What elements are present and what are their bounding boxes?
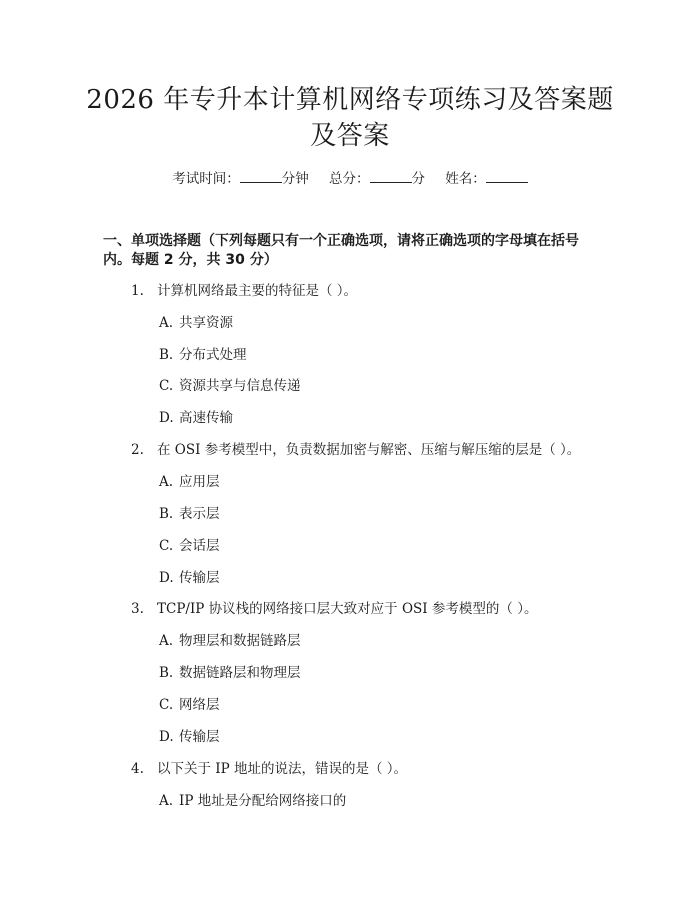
- question-3-option-a: [159, 632, 301, 650]
- question-2-option-d: [159, 569, 220, 587]
- option-letter: A.: [159, 474, 174, 490]
- option-text: 会话层: [179, 538, 220, 554]
- option-letter: C.: [159, 697, 174, 713]
- option-text: 分布式处理: [179, 347, 247, 363]
- exam-time-unit: 分钟: [281, 171, 309, 187]
- option-letter: A.: [159, 315, 174, 331]
- question-text: 计算机网络最主要的特征是（ ）。: [157, 283, 358, 299]
- option-letter: C.: [159, 538, 174, 554]
- question-4-option-a: [159, 792, 346, 810]
- question-2: [131, 441, 580, 459]
- question-text: TCP/IP 协议栈的网络接口层大致对应于 OSI 参考模型的（ ）。: [157, 601, 538, 617]
- question-3: [131, 600, 537, 618]
- question-text: 在 OSI 参考模型中，负责数据加密与解密、压缩与解压缩的层是（ ）。: [157, 442, 581, 458]
- total-score-unit: 分: [411, 171, 425, 187]
- section-heading-line-2: 内。每题 2 分，共 30 分）: [103, 252, 278, 268]
- question-3-option-c: [159, 696, 220, 714]
- total-score: [329, 170, 425, 188]
- option-letter: D.: [159, 410, 174, 426]
- option-letter: C.: [159, 378, 174, 394]
- question-1-option-d: [159, 409, 233, 427]
- question-4: [131, 760, 407, 778]
- question-2-option-b: [159, 505, 220, 523]
- page-title-line-1: 2026 年专升本计算机网络专项练习及答案题: [86, 85, 614, 115]
- option-text: 传输层: [179, 570, 220, 586]
- option-letter: B.: [159, 665, 174, 681]
- option-text: 资源共享与信息传递: [179, 378, 301, 394]
- option-letter: A.: [159, 793, 174, 809]
- option-text: 传输层: [179, 729, 220, 745]
- question-1-option-b: [159, 346, 247, 364]
- option-letter: D.: [159, 729, 174, 745]
- option-text: IP 地址是分配给网络接口的: [179, 793, 347, 809]
- exam-time: [172, 170, 309, 188]
- question-1: [131, 282, 357, 300]
- option-letter: A.: [159, 633, 174, 649]
- exam-time-label: 考试时间：: [172, 171, 240, 187]
- question-number: 1.: [131, 283, 144, 299]
- option-letter: B.: [159, 347, 174, 363]
- option-text: 高速传输: [179, 410, 233, 426]
- question-number: 3.: [131, 601, 144, 617]
- student-name-blank: [486, 170, 528, 183]
- section-heading-line-1: 一、单项选择题（下列每题只有一个正确选项，请将正确选项的字母填在括号: [103, 233, 579, 249]
- option-text: 网络层: [179, 697, 220, 713]
- question-2-option-a: [159, 473, 220, 491]
- question-number: 4.: [131, 761, 144, 777]
- question-1-option-a: [159, 314, 233, 332]
- option-letter: D.: [159, 570, 174, 586]
- question-3-option-b: [159, 664, 301, 682]
- page-title-line-2: 及答案: [310, 121, 390, 151]
- option-letter: B.: [159, 506, 174, 522]
- total-score-label: 总分：: [329, 171, 370, 187]
- option-text: 表示层: [179, 506, 220, 522]
- option-text: 共享资源: [179, 315, 233, 331]
- question-number: 2.: [131, 442, 144, 458]
- student-name: [445, 170, 528, 188]
- option-text: 应用层: [179, 474, 220, 490]
- option-text: 物理层和数据链路层: [179, 633, 301, 649]
- exam-time-blank: [240, 170, 282, 183]
- total-score-blank: [370, 170, 412, 183]
- student-name-label: 姓名：: [445, 171, 486, 187]
- question-3-option-d: [159, 728, 220, 746]
- question-text: 以下关于 IP 地址的说法，错误的是（ ）。: [157, 761, 408, 777]
- option-text: 数据链路层和物理层: [179, 665, 301, 681]
- exam-meta: [0, 170, 700, 188]
- question-1-option-c: [159, 377, 301, 395]
- question-2-option-c: [159, 537, 220, 555]
